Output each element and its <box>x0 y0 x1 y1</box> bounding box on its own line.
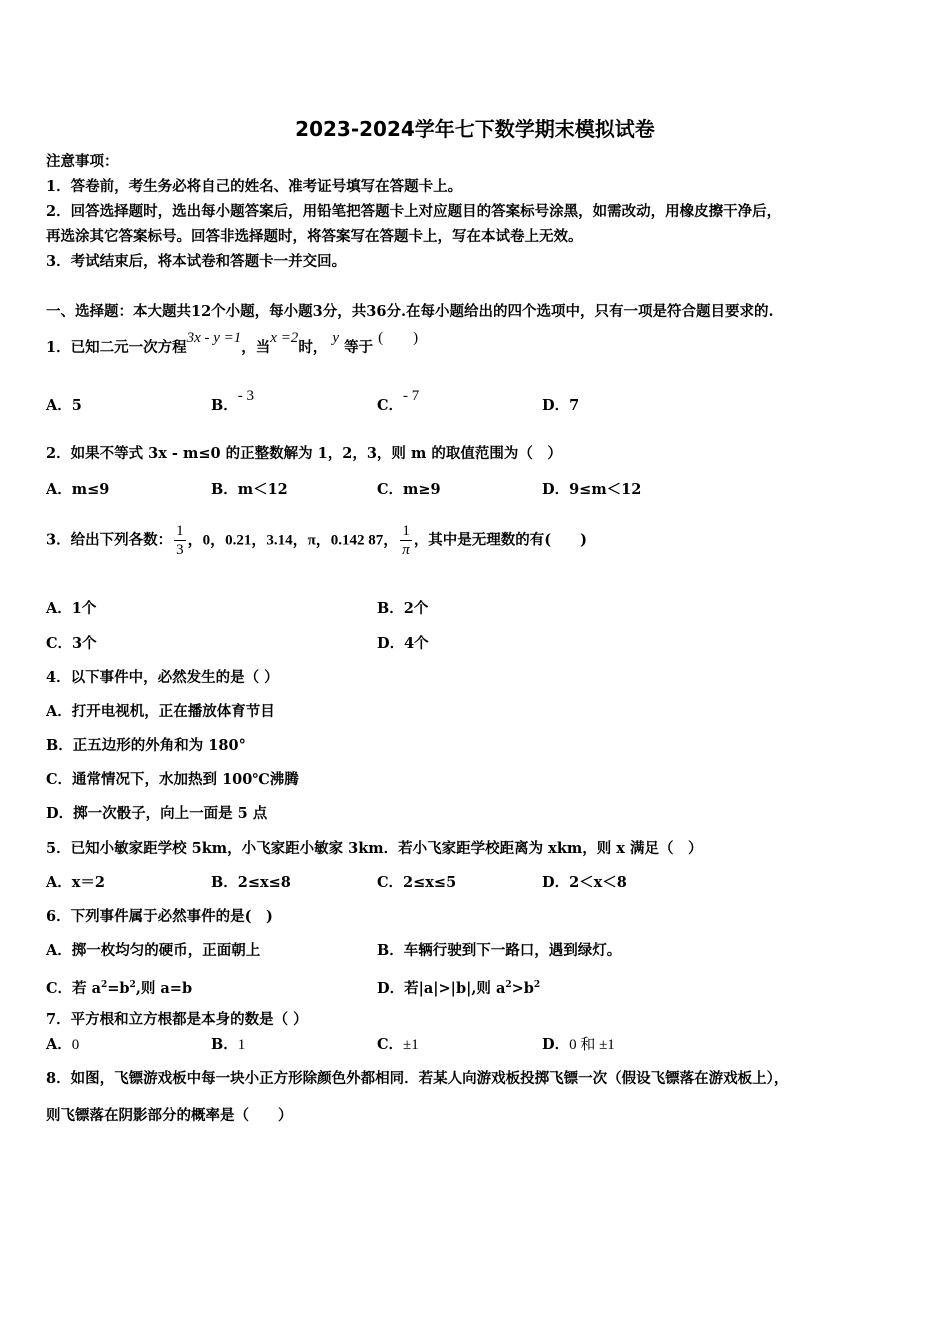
q6-option-b: B．车辆行驶到下一路口，遇到绿灯。 <box>377 942 622 959</box>
fraction-1-3: $\frac{1}{3}$ <box>176 523 184 558</box>
q1-when: 时， <box>298 339 328 356</box>
q7-option-a: A．0 <box>46 1036 80 1053</box>
q5-option-a: A．x＝2 <box>46 874 105 891</box>
q6-option-a: A．掷一枚均匀的硬币，正面朝上 <box>46 942 261 959</box>
q1-condition: x =2 <box>270 330 299 346</box>
page-title: 2023-2024学年七下数学期末模拟试卷 <box>295 117 655 141</box>
q7-option-d: D．0 和 ±1 <box>542 1036 615 1053</box>
q7-option-b: B．1 <box>211 1036 246 1053</box>
section-heading: 一、选择题：本大题共12个小题，每小题3分，共36分.在每小题给出的四个选项中，只有一项是符合题目要求的. <box>46 303 774 320</box>
q1-var: y <box>332 330 340 346</box>
q6-option-d: D．若|a|>|b|,则 $a^2>b^2$ <box>377 979 541 997</box>
q1-option-d: D．7 <box>542 397 580 414</box>
question-5: 5．已知小敏家距学校 5km，小飞家距小敏家 3km．若小飞家距学校距离为 xkm，则 x 满足（ ） <box>46 840 703 857</box>
q2-option-c: C．m≥9 <box>377 481 441 498</box>
q5-option-b: B．2≤x≤8 <box>211 874 291 891</box>
q4-option-a: A．打开电视机，正在播放体育节目 <box>46 703 275 720</box>
notice-heading: 注意事项： <box>46 153 119 170</box>
q5-option-c: C．2≤x≤5 <box>377 874 457 891</box>
q1-equation: 3x - y =1 <box>186 330 242 346</box>
q1-option-b: B．- 3 <box>211 388 255 414</box>
q4-option-b: B．正五边形的外角和为 180° <box>46 737 246 754</box>
question-2: 2．如果不等式 3x - m≤0 的正整数解为 1，2，3，则 m 的取值范围为（ ） <box>46 445 562 462</box>
notice-item-1: 1．答卷前，考生务必将自己的姓名、准考证号填写在答题卡上。 <box>46 178 463 195</box>
q1-option-a: A．5 <box>46 397 82 414</box>
q1-prefix: 1．已知二元一次方程 <box>46 339 187 356</box>
notice-item-3: 3．考试结束后，将本试卷和答题卡一并交回。 <box>46 253 347 270</box>
q1-paren: ( ) <box>378 330 419 346</box>
q7-option-c: C．±1 <box>377 1036 419 1053</box>
q2-option-d: D．9≤m＜12 <box>542 481 642 498</box>
q3-prefix: 3．给出下列各数： <box>46 531 173 549</box>
q3-option-a: A．1个 <box>46 600 97 617</box>
fraction-1-pi: $\frac{1}{\pi}$ <box>402 523 410 558</box>
q1-suffix: 等于 <box>344 339 374 356</box>
q3-suffix: ，其中是无理数的有( ) <box>413 531 588 549</box>
q3-middle: ，0，0.21，3.14，π，0.142 87， <box>187 532 399 549</box>
question-1 <box>46 330 419 357</box>
q2-option-b: B．m＜12 <box>211 481 288 498</box>
question-3 <box>46 522 587 559</box>
q3-option-b: B．2个 <box>377 600 429 617</box>
question-7: 7．平方根和立方根都是本身的数是（ ） <box>46 1011 308 1028</box>
notice-item-2-cont: 再选涂其它答案标号。回答非选择题时，将答案写在答题卡上，写在本试卷上无效。 <box>46 228 583 245</box>
q4-option-d: D．掷一次骰子，向上一面是 5 点 <box>46 805 268 822</box>
question-6: 6．下列事件属于必然事件的是( ) <box>46 908 273 925</box>
q3-option-c: C．3个 <box>46 635 97 652</box>
question-8: 8．如图，飞镖游戏板中每一块小正方形除颜色外都相同．若某人向游戏板投掷飞镖一次（假设飞镖落在游戏板上）， <box>46 1070 789 1087</box>
q5-option-d: D．2＜x＜8 <box>542 874 627 891</box>
q3-option-d: D．4个 <box>377 635 429 652</box>
question-8-cont: 则飞镖落在阴影部分的概率是（ ） <box>46 1107 293 1124</box>
q6-option-c: C．若 $a^2=b^2$,则 a=b <box>46 979 193 997</box>
q1-option-c: C．- 7 <box>377 388 420 414</box>
q2-option-a: A．m≤9 <box>46 481 110 498</box>
question-4: 4．以下事件中，必然发生的是（ ） <box>46 669 279 686</box>
q1-mid: ，当 <box>241 339 271 356</box>
notice-item-2: 2．回答选择题时，选出每小题答案后，用铅笔把答题卡上对应题目的答案标号涂黑，如需改动，用橡皮擦干净后， <box>46 203 782 220</box>
q4-option-c: C．通常情况下，水加热到 100℃沸腾 <box>46 771 299 788</box>
